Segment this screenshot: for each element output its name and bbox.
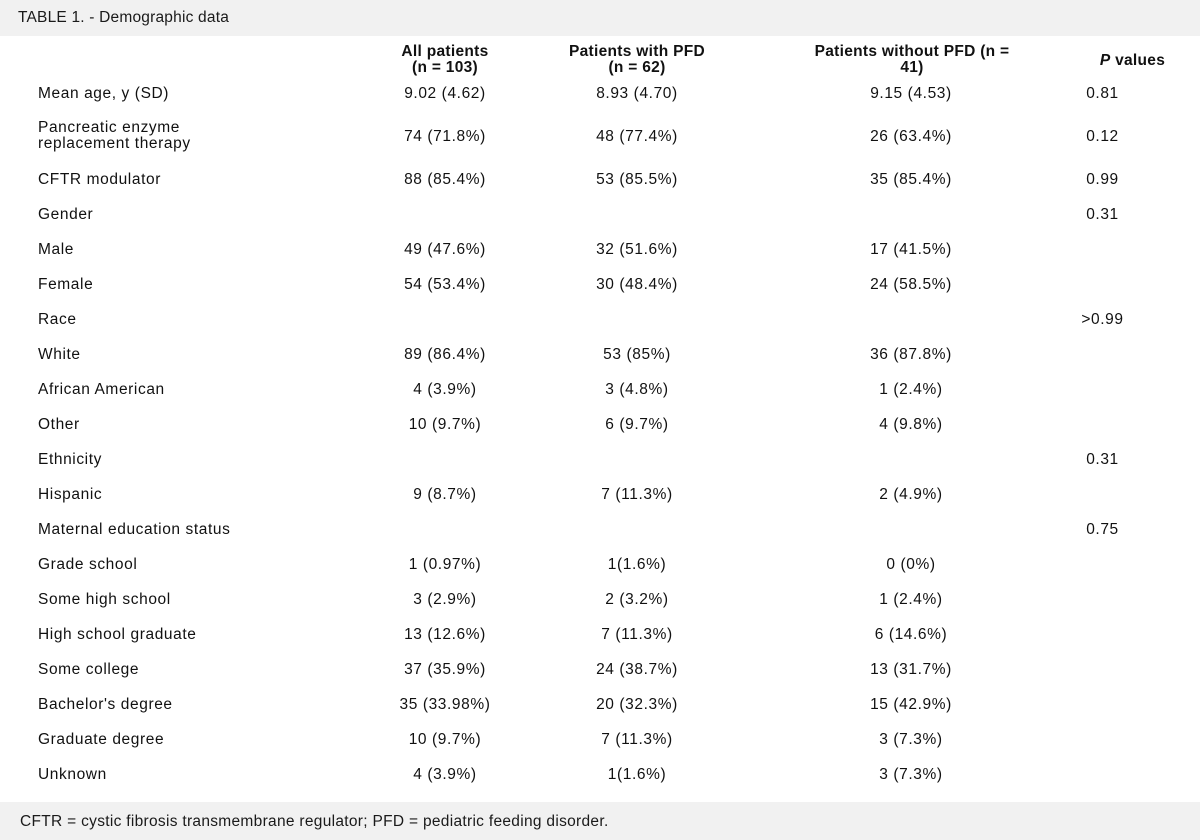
header-all-patients xyxy=(360,44,530,76)
cell-with-pfd: 8.93 (4.70) xyxy=(596,85,678,102)
cell-all-patients: 3 (2.9%) xyxy=(413,591,477,608)
row-label: Hispanic xyxy=(38,486,103,503)
table-row xyxy=(0,767,1200,802)
header-with-pfd-line1: Patients with PFD xyxy=(568,43,705,60)
row-label: African American xyxy=(38,381,165,398)
cell-all-patients: 89 (86.4%) xyxy=(404,346,486,363)
cell-all-patients: 35 (33.98%) xyxy=(399,696,491,713)
cell-with-pfd: 30 (48.4%) xyxy=(596,276,678,293)
cell-with-pfd: 7 (11.3%) xyxy=(601,731,673,748)
table-row xyxy=(0,557,1200,592)
header-without-pfd-line1: Patients without PFD (n = xyxy=(814,43,1010,60)
cell-all-patients: 74 (71.8%) xyxy=(404,128,486,145)
row-label: Grade school xyxy=(38,556,138,573)
cell-with-pfd: 1(1.6%) xyxy=(607,766,667,783)
row-label: CFTR modulator xyxy=(38,171,161,188)
row-label: Gender xyxy=(38,206,94,223)
cell-with-pfd: 7 (11.3%) xyxy=(601,626,673,643)
table-footnote-bar xyxy=(0,802,1200,840)
cell-with-pfd: 24 (38.7%) xyxy=(596,661,678,678)
table-row xyxy=(0,172,1200,207)
cell-without-pfd: 36 (87.8%) xyxy=(870,346,952,363)
table-footnote: CFTR = cystic fibrosis transmembrane regulator; PFD = pediatric feeding disorder. xyxy=(20,813,609,830)
cell-without-pfd: 15 (42.9%) xyxy=(870,696,952,713)
cell-without-pfd: 26 (63.4%) xyxy=(870,128,952,145)
table-row xyxy=(0,662,1200,697)
cell-all-patients: 4 (3.9%) xyxy=(413,766,477,783)
header-without-pfd xyxy=(752,44,1072,76)
row-label-line1: Pancreatic enzyme xyxy=(38,119,181,136)
cell-with-pfd: 2 (3.2%) xyxy=(605,591,669,608)
header-p-values xyxy=(1070,53,1195,69)
cell-all-patients: 10 (9.7%) xyxy=(408,731,482,748)
row-label: Unknown xyxy=(38,766,107,783)
table-row xyxy=(0,592,1200,627)
table-caption-bar xyxy=(0,0,1200,36)
cell-with-pfd: 7 (11.3%) xyxy=(601,486,673,503)
cell-with-pfd: 53 (85%) xyxy=(603,346,671,363)
table-row xyxy=(0,522,1200,557)
cell-with-pfd: 20 (32.3%) xyxy=(596,696,678,713)
row-label: Male xyxy=(38,241,74,258)
header-all-patients-line2: (n = 103) xyxy=(411,59,479,76)
cell-all-patients: 88 (85.4%) xyxy=(404,171,486,188)
row-label: White xyxy=(38,346,81,363)
cell-all-patients: 1 (0.97%) xyxy=(408,556,482,573)
row-label-line2: replacement therapy xyxy=(38,135,191,152)
cell-p-value: 0.12 xyxy=(1086,128,1119,145)
cell-p-value: 0.75 xyxy=(1086,521,1119,538)
cell-p-value: >0.99 xyxy=(1081,311,1124,328)
cell-without-pfd: 4 (9.8%) xyxy=(879,416,943,433)
row-label: Maternal education status xyxy=(38,521,231,538)
table-row xyxy=(0,452,1200,487)
header-p-italic: P xyxy=(1099,52,1111,69)
cell-all-patients: 13 (12.6%) xyxy=(404,626,486,643)
table-row xyxy=(0,417,1200,452)
table-row xyxy=(0,627,1200,662)
table-row xyxy=(0,347,1200,382)
cell-without-pfd: 17 (41.5%) xyxy=(870,241,952,258)
row-label: Bachelor's degree xyxy=(38,696,173,713)
cell-with-pfd: 32 (51.6%) xyxy=(596,241,678,258)
table-row xyxy=(0,277,1200,312)
cell-without-pfd: 3 (7.3%) xyxy=(879,766,943,783)
cell-p-value: 0.31 xyxy=(1086,451,1119,468)
cell-with-pfd: 1(1.6%) xyxy=(607,556,667,573)
row-label: High school graduate xyxy=(38,626,197,643)
cell-without-pfd: 2 (4.9%) xyxy=(879,486,943,503)
header-p-rest: values xyxy=(1110,52,1166,69)
cell-without-pfd: 6 (14.6%) xyxy=(874,626,948,643)
cell-p-value: 0.81 xyxy=(1086,85,1119,102)
cell-all-patients: 54 (53.4%) xyxy=(404,276,486,293)
row-label: Ethnicity xyxy=(38,451,102,468)
table-row xyxy=(0,382,1200,417)
header-all-patients-line1: All patients xyxy=(401,43,489,60)
row-label: Other xyxy=(38,416,80,433)
cell-without-pfd: 1 (2.4%) xyxy=(879,381,943,398)
cell-without-pfd: 24 (58.5%) xyxy=(870,276,952,293)
header-with-pfd-line2: (n = 62) xyxy=(608,59,666,76)
cell-with-pfd: 53 (85.5%) xyxy=(596,171,678,188)
table-caption: TABLE 1. - Demographic data xyxy=(18,9,230,26)
row-label: Mean age, y (SD) xyxy=(38,85,170,102)
cell-p-value: 0.99 xyxy=(1086,171,1119,188)
cell-without-pfd: 0 (0%) xyxy=(886,556,936,573)
cell-without-pfd: 13 (31.7%) xyxy=(870,661,952,678)
cell-p-value: 0.31 xyxy=(1086,206,1119,223)
cell-with-pfd: 48 (77.4%) xyxy=(596,128,678,145)
cell-with-pfd: 3 (4.8%) xyxy=(605,381,669,398)
cell-all-patients: 10 (9.7%) xyxy=(408,416,482,433)
cell-all-patients: 9.02 (4.62) xyxy=(404,85,486,102)
cell-all-patients: 4 (3.9%) xyxy=(413,381,477,398)
row-label: Some high school xyxy=(38,591,171,608)
table-row xyxy=(0,312,1200,347)
table-row xyxy=(0,487,1200,522)
header-with-pfd xyxy=(522,44,752,76)
table-row xyxy=(0,120,1200,160)
table-row xyxy=(0,207,1200,242)
row-label: Graduate degree xyxy=(38,731,165,748)
cell-all-patients: 49 (47.6%) xyxy=(404,241,486,258)
row-label: Female xyxy=(38,276,94,293)
table-row xyxy=(0,242,1200,277)
cell-without-pfd: 35 (85.4%) xyxy=(870,171,952,188)
cell-without-pfd: 9.15 (4.53) xyxy=(870,85,952,102)
table-row xyxy=(0,86,1200,121)
cell-all-patients: 37 (35.9%) xyxy=(404,661,486,678)
cell-without-pfd: 1 (2.4%) xyxy=(879,591,943,608)
cell-without-pfd: 3 (7.3%) xyxy=(879,731,943,748)
table-row xyxy=(0,697,1200,732)
header-without-pfd-line2: 41) xyxy=(900,59,924,76)
row-label: Race xyxy=(38,311,77,328)
cell-with-pfd: 6 (9.7%) xyxy=(605,416,669,433)
cell-all-patients: 9 (8.7%) xyxy=(413,486,477,503)
row-label: Some college xyxy=(38,661,140,678)
table-row xyxy=(0,732,1200,767)
